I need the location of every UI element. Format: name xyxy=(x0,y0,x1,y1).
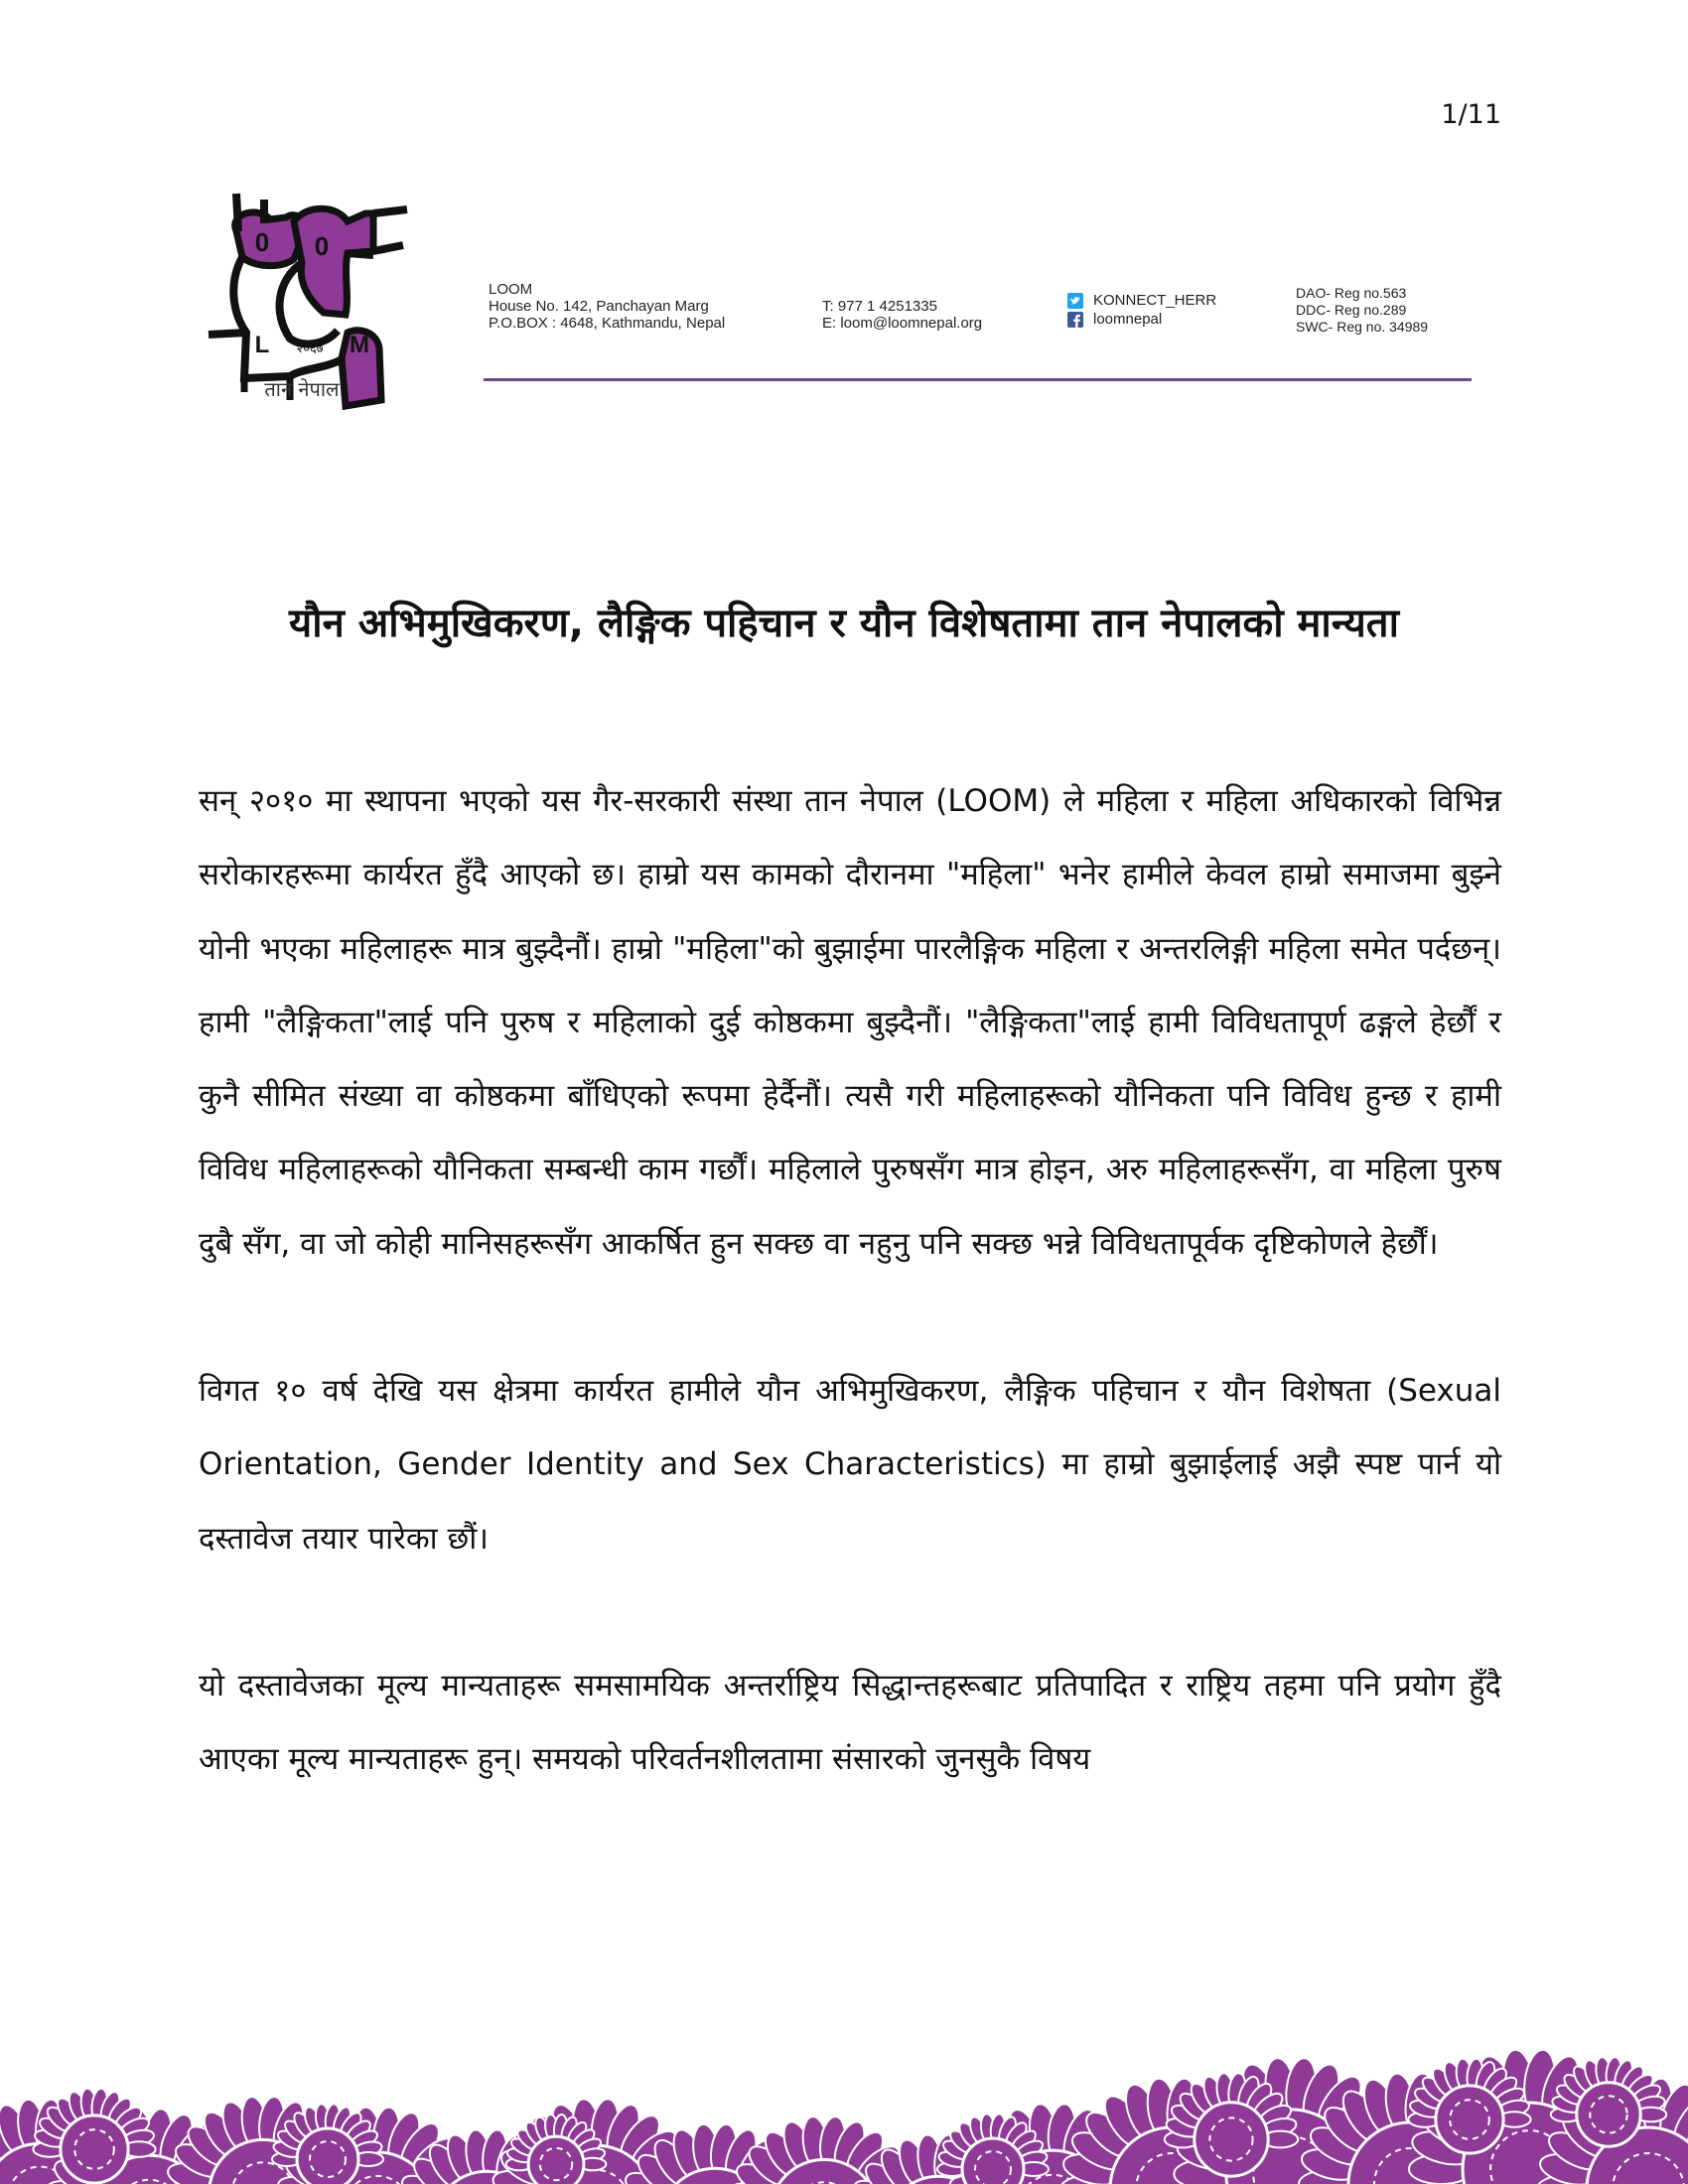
facebook-row xyxy=(1067,311,1216,328)
letterhead-social xyxy=(1067,292,1216,330)
org-name: LOOM xyxy=(489,281,533,298)
loom-logo xyxy=(199,184,437,412)
document-title: यौन अभिमुखिकरण, लैङ्गिक पहिचान र यौन विशेषतामा तान नेपालको मान्यता xyxy=(289,601,1399,646)
letterhead-registration xyxy=(1296,285,1428,336)
paragraph-3: यो दस्तावेजका मूल्य मान्यताहरू समसामयिक अन्तर्राष्ट्रिय सिद्धान्तहरूबाट प्रतिपादित र राष्ट्रिय तहमा पनि प्रयोग हुँदै आएका मूल्य मान्यताहरू हुन्। समयको परिवर्तनशीलतामा संसारको जुनसुकै विषय xyxy=(199,1667,1501,1778)
logo-letter-o1: 0 xyxy=(254,227,270,257)
email-address: E: loom@loomnepal.org xyxy=(822,315,983,332)
address-line-2: P.O.BOX : 4648, Kathmandu, Nepal xyxy=(489,315,726,332)
facebook-handle: loomnepal xyxy=(1093,311,1163,328)
letterhead-contact xyxy=(822,298,982,332)
reg-swc: SWC- Reg no. 34989 xyxy=(1296,319,1429,335)
address-line-1: House No. 142, Panchayan Marg xyxy=(489,298,709,315)
logo-caption: तान नेपाल xyxy=(264,377,340,401)
twitter-handle: KONNECT_HERR xyxy=(1093,292,1217,309)
logo-letter-l: L xyxy=(254,332,270,358)
logo-letter-o2: 0 xyxy=(314,231,330,261)
page-number: 1/11 xyxy=(1441,99,1501,130)
phone-number: T: 977 1 4251335 xyxy=(822,298,937,315)
twitter-icon xyxy=(1067,293,1083,309)
loom-logo-graphic xyxy=(199,184,437,412)
flower-pattern xyxy=(0,2000,1688,2184)
letterhead-address xyxy=(489,281,725,332)
paragraph-1: सन् २०१० मा स्थापना भएको यस गैर-सरकारी संस्था तान नेपाल (LOOM) ले महिला र महिला अधिकारको विभिन्न सरोकारहरूमा कार्यरत हुँदै आएको छ। हाम्रो यस कामको दौरानमा "महिला" भनेर हामीले केवल हाम्रो समाजमा बुझ्ने योनी भएका महिलाहरू मात्र बुझ्दैनौं। हाम्रो "महिला"को बुझाईमा पारलैङ्गिक महिला र अन्तरलिङ्गी महिला समेत पर्दछन्। हामी "लैङ्गिकता"लाई पनि पुरुष र महिलाको दुई कोष्ठकमा बुझ्दैनौं। "लैङ्गिकता"लाई हामी विविधतापूर्ण ढङ्गले हेर्छौं र कुनै सीमित संख्या वा कोष्ठकमा बाँधिएको रूपमा हेर्दैनौं। त्यसै गरी महिलाहरूको यौनिकता पनि विविध हुन्छ र हामी विविध महिलाहरूको यौनिकता सम्बन्धी काम गर्छौं। महिलाले पुरुषसँग मात्र होइन, अरु महिलाहरूसँग, वा महिला पुरुष दुबै सँग, वा जो कोही मानिसहरूसँग आकर्षित हुन सक्छ वा नहुनु पनि सक्छ भन्ने विविधतापूर्वक दृष्टिकोणले हेर्छौं। xyxy=(199,783,1501,1262)
footer-flower-border xyxy=(0,2000,1688,2184)
facebook-icon xyxy=(1067,312,1083,328)
reg-ddc: DDC- Reg no.289 xyxy=(1296,302,1407,318)
paragraph-2: विगत १० वर्ष देखि यस क्षेत्रमा कार्यरत हामीले यौन अभिमुखिकरण, लैङ्गिक पहिचान र यौन विशेषता (Sexual Orientation, Gender Identity and Sex Characteristics) मा हाम्रो बुझाईलाई अझै स्पष्ट पार्न यो दस्तावेज तयार पारेका छौं। xyxy=(199,1373,1501,1557)
document-body xyxy=(199,764,1501,1870)
reg-dao: DAO- Reg no.563 xyxy=(1296,285,1407,301)
header-divider xyxy=(484,378,1472,381)
logo-letter-m: M xyxy=(350,332,369,358)
twitter-row xyxy=(1067,292,1216,309)
logo-year: २०६७ xyxy=(296,341,324,356)
